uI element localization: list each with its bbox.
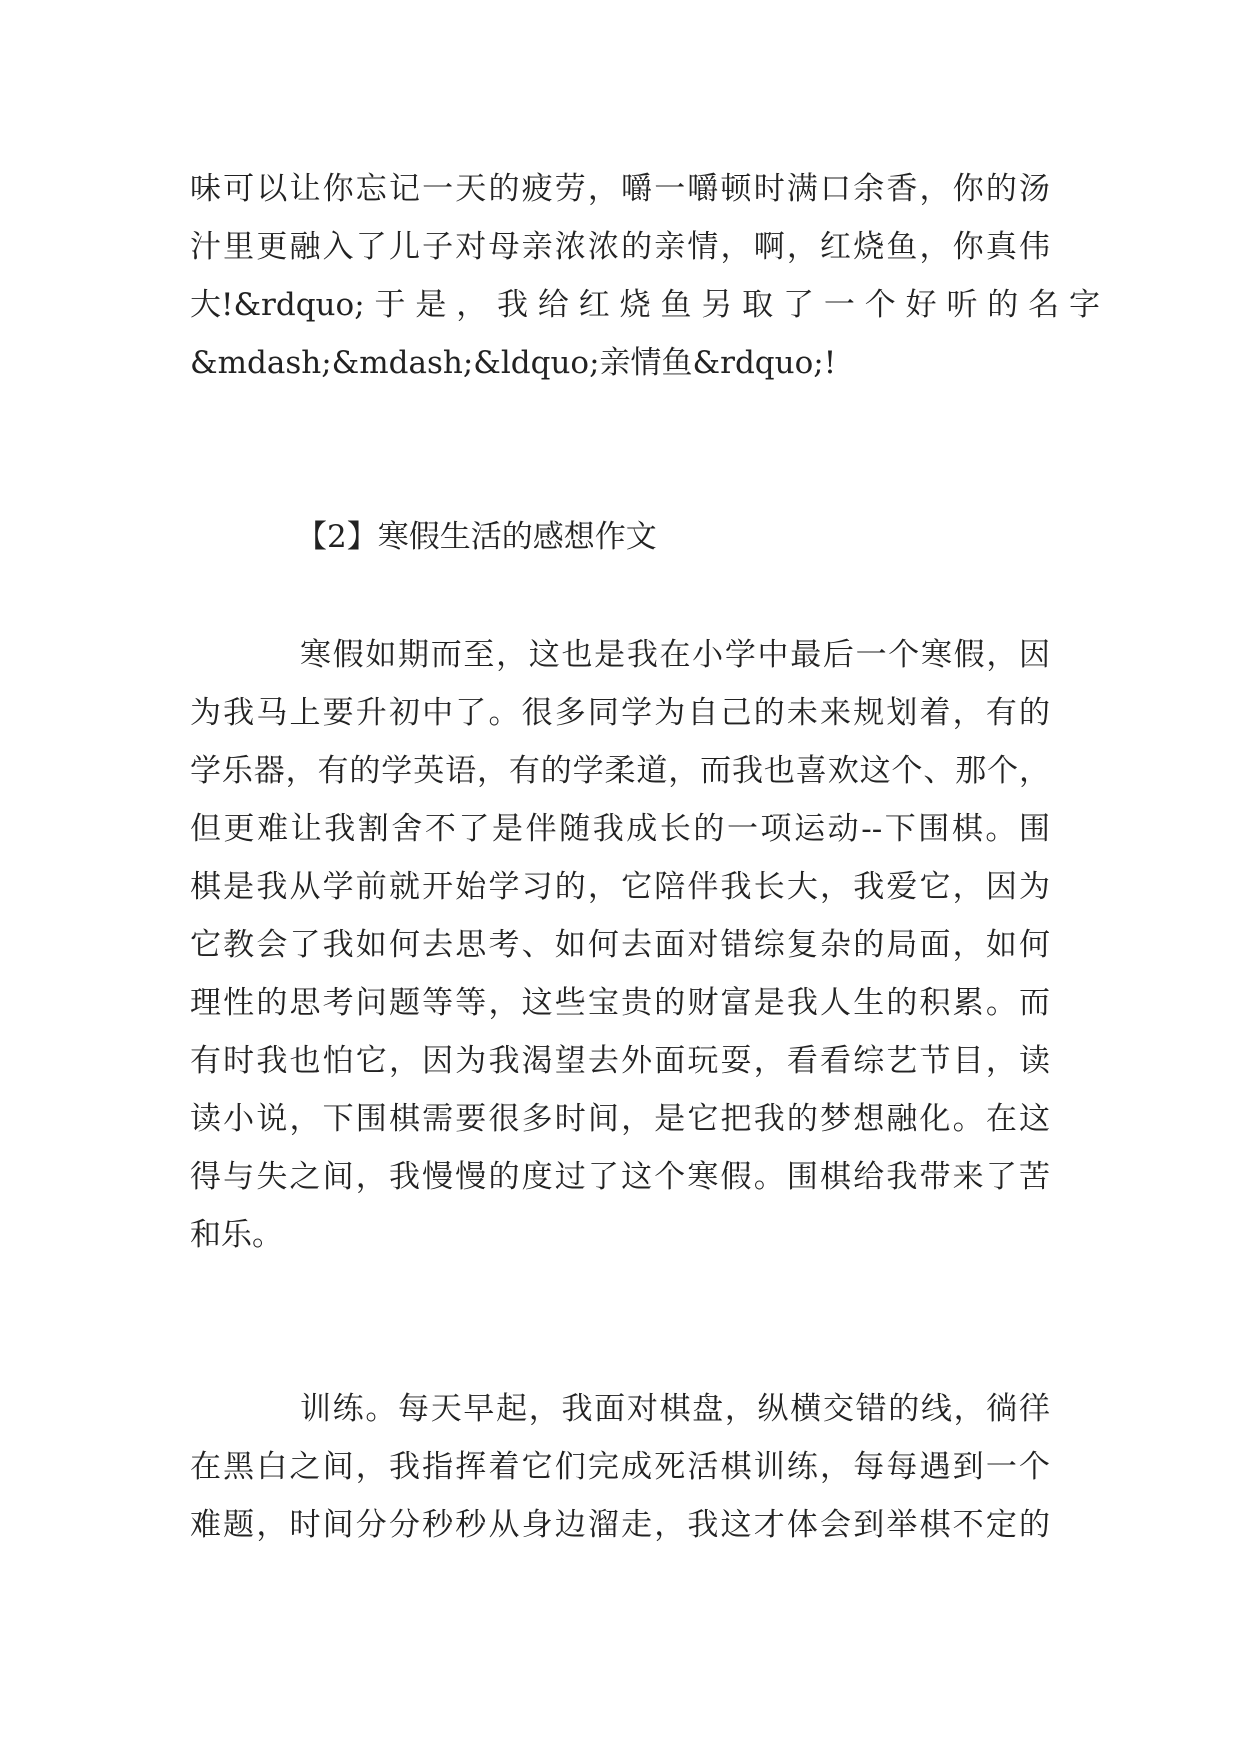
paragraph-line: 有时我也怕它，因为我渴望去外面玩耍，看看综艺节目，读 [190,1043,1050,1079]
paragraph-line: 学乐器，有的学英语，有的学柔道，而我也喜欢这个、那个， [190,753,1050,789]
paragraph-line: 理性的思考问题等等，这些宝贵的财富是我人生的积累。而 [190,985,1050,1021]
paragraph-line: 寒假如期而至，这也是我在小学中最后一个寒假，因 [300,637,1050,673]
section-heading: 【2】寒假生活的感想作文 [296,519,657,555]
paragraph-line: 难题，时间分分秒秒从身边溜走，我这才体会到举棋不定的 [190,1507,1050,1543]
paragraph-line: 棋是我从学前就开始学习的，它陪伴我长大，我爱它，因为 [190,869,1050,905]
paragraph-line: 得与失之间，我慢慢的度过了这个寒假。围棋给我带来了苦 [190,1159,1050,1195]
paragraph-line: 大!&rdquo; 于 是 ， 我 给 红 烧 鱼 另 取 了 一 个 好 听 的 名 字 [190,287,1101,323]
paragraph-line: 但更难让我割舍不了是伴随我成长的一项运动--下围棋。围 [190,811,1050,847]
paragraph-line: 汁里更融入了儿子对母亲浓浓的亲情，啊，红烧鱼，你真伟 [190,229,1050,265]
paragraph-line: 它教会了我如何去思考、如何去面对错综复杂的局面，如何 [190,927,1050,963]
paragraph-line: 读小说，下围棋需要很多时间，是它把我的梦想融化。在这 [190,1101,1050,1137]
paragraph-line: 和乐。 [190,1217,283,1253]
paragraph-line: 为我马上要升初中了。很多同学为自己的未来规划着，有的 [190,695,1050,731]
paragraph-line: 在黑白之间，我指挥着它们完成死活棋训练，每每遇到一个 [190,1449,1050,1485]
paragraph-line: &mdash;&mdash;&ldquo;亲情鱼&rdquo;! [190,345,837,381]
paragraph-line: 味可以让你忘记一天的疲劳，嚼一嚼顿时满口余香，你的汤 [190,171,1050,207]
paragraph-line: 训练。每天早起，我面对棋盘，纵横交错的线，徜徉 [300,1391,1050,1427]
